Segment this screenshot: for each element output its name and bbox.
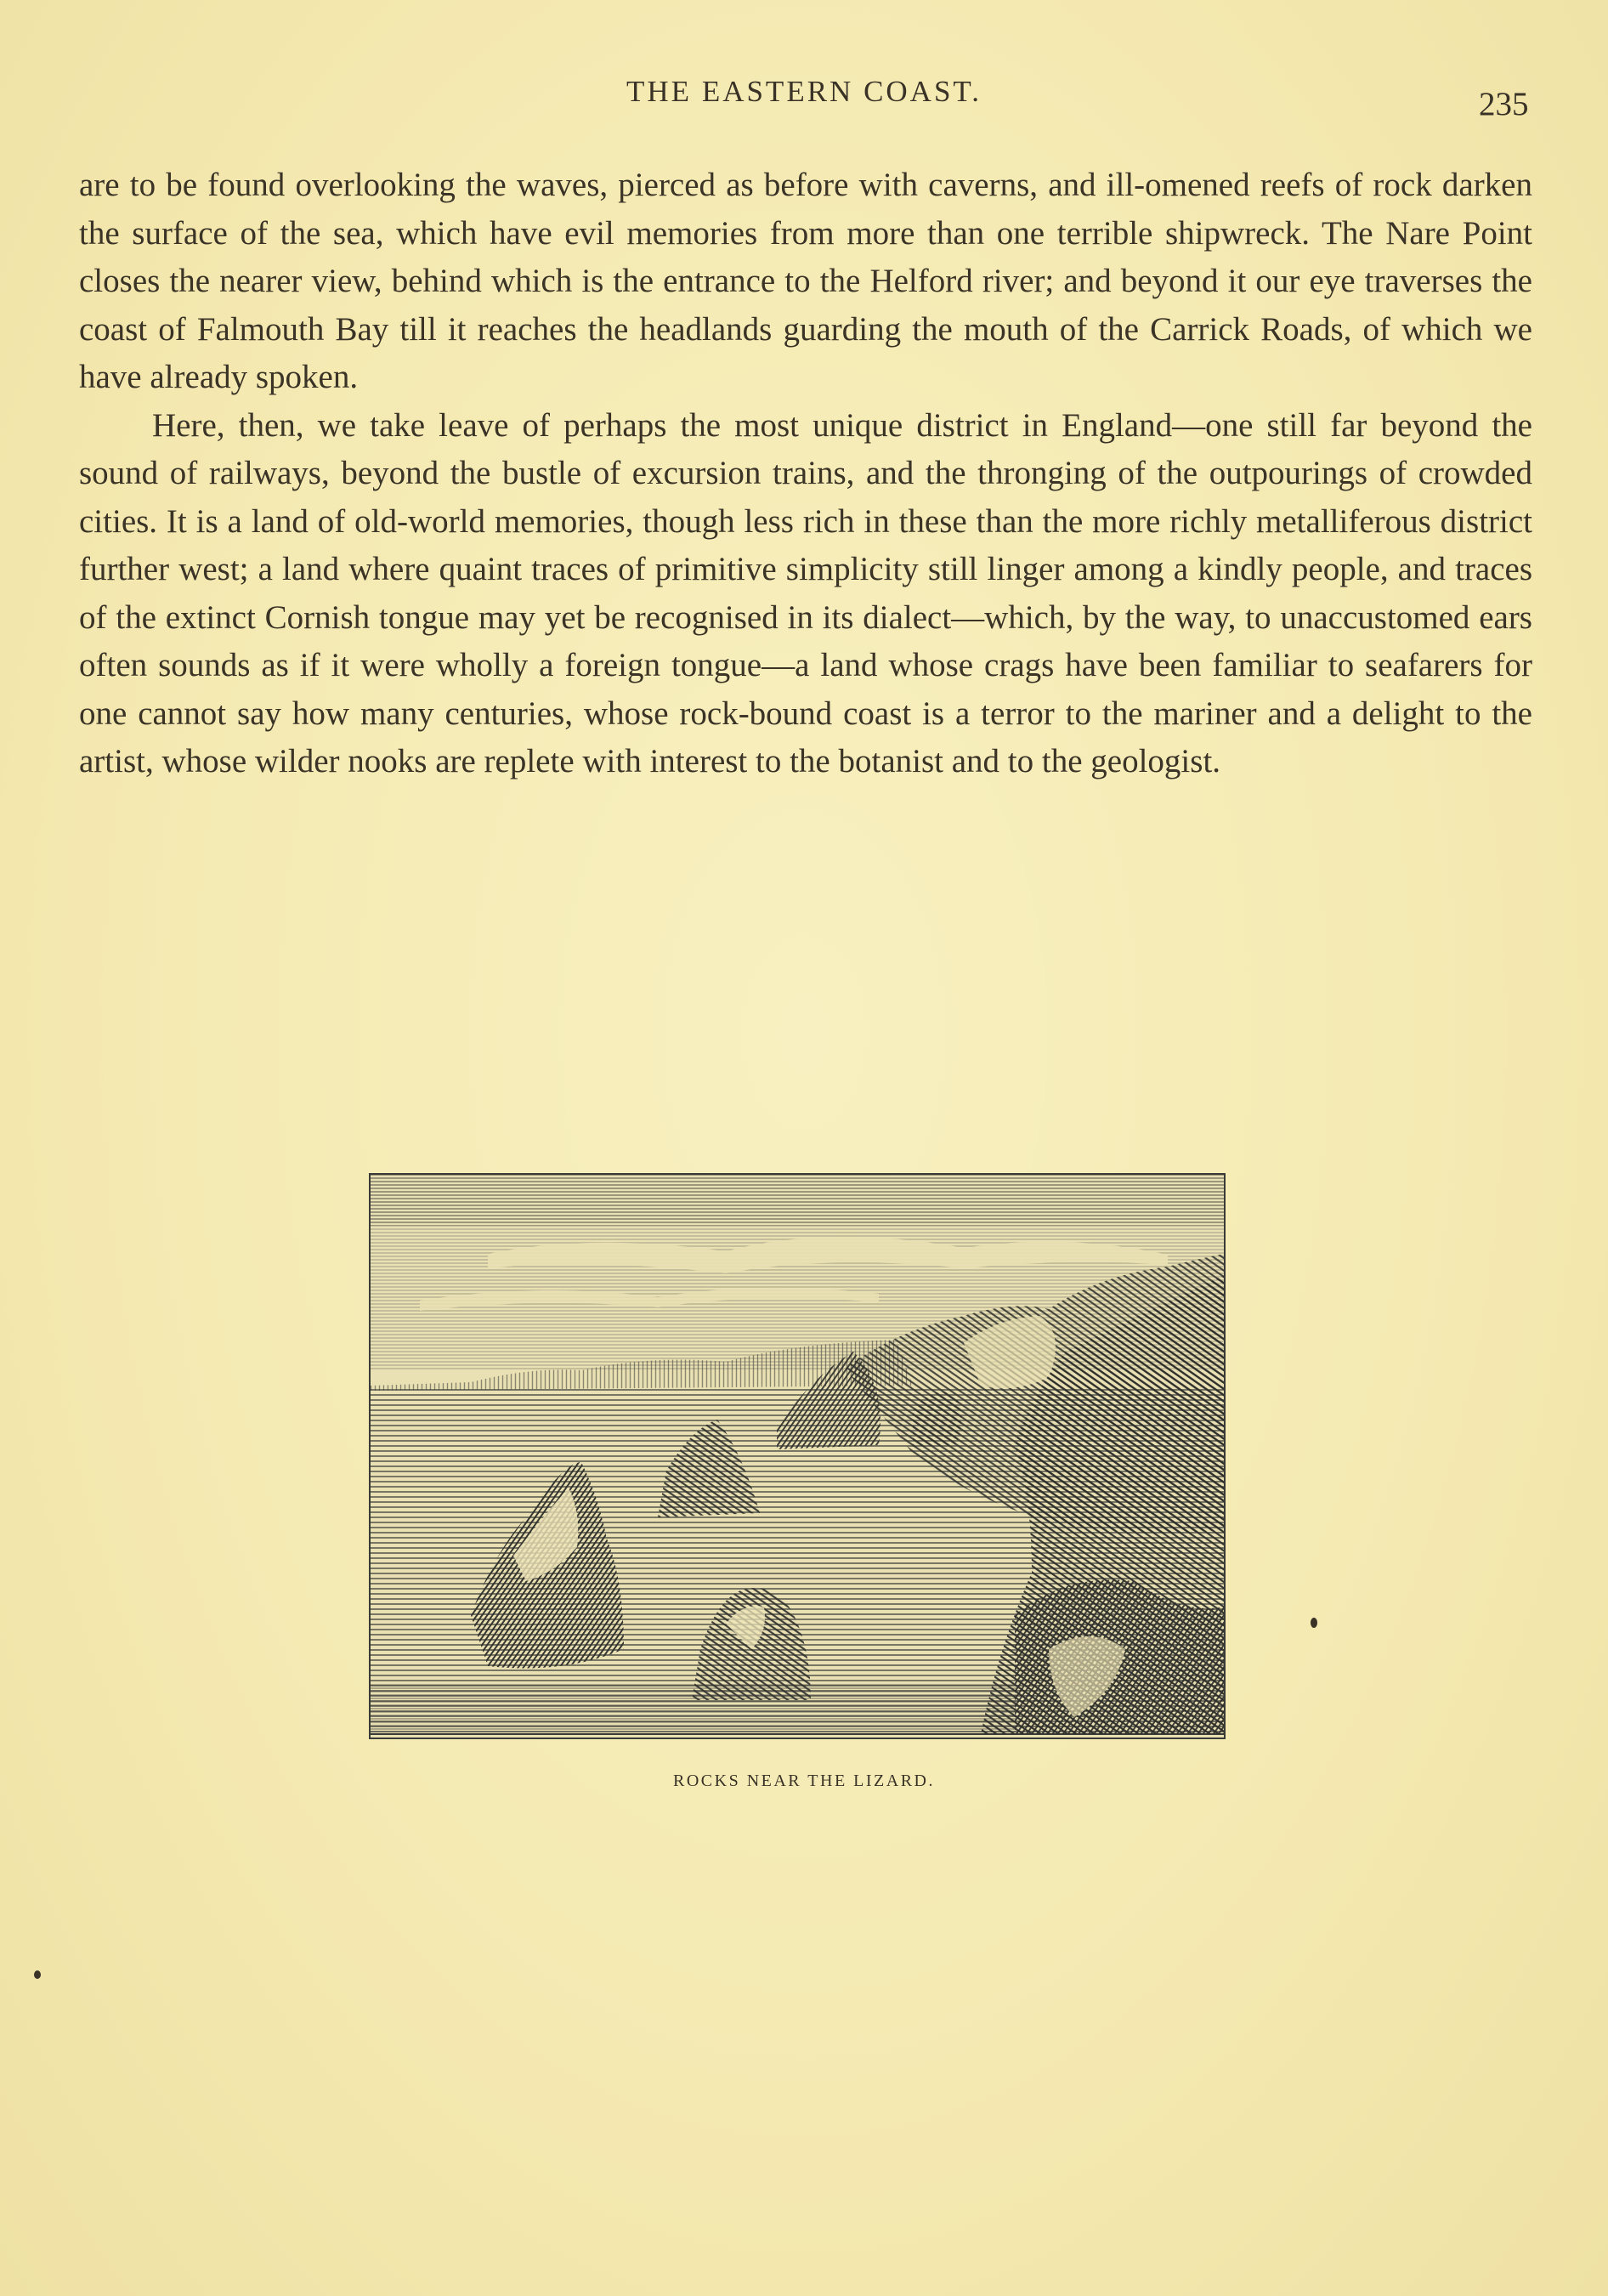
engraving-illustration (369, 1173, 1227, 1741)
ink-speck (34, 1970, 41, 1979)
running-title: THE EASTERN COAST. (626, 75, 982, 108)
page-number: 235 (1479, 86, 1529, 122)
figure-caption: ROCKS NEAR THE LIZARD. (673, 1772, 935, 1790)
ink-speck (1311, 1618, 1317, 1628)
paragraph-farewell: Here, then, we take leave of perhaps the most unique district in England—one still far beyond the sound of railways, beyond the bustle of excursion trains, and the thronging of the outpourings of crowded cities. It is a land of old-world memories, though less rich in these than the more richly metalliferous district further west; a land where quaint traces of primitive simplicity still linger among a kindly people, and traces of the extinct Cornish tongue may yet be recognised in its dialect—which, by the way, to unaccustomed ears often sounds as if it were wholly a foreign tongue—a land whose crags have been familiar to seafarers for one cannot say how many centuries, whose rock-bound coast is a terror to the mariner and a delight to the artist, whose wilder nooks are replete with interest to the botanist and to the geologist. (79, 406, 1532, 780)
body-text (79, 162, 1532, 786)
paragraph-continued: are to be found overlooking the waves, pierced as before with caverns, and ill-omened reefs of rock darken the surface of the sea, which have evil memories from more than one terrible shipwreck. The Nare Point closes the nearer view, behind which is the entrance to the Helford river; and beyond it our eye traverses the coast of Falmouth Bay till it reaches the headlands guarding the mouth of the Carrick Roads, of which we have already spoken. (79, 167, 1532, 395)
